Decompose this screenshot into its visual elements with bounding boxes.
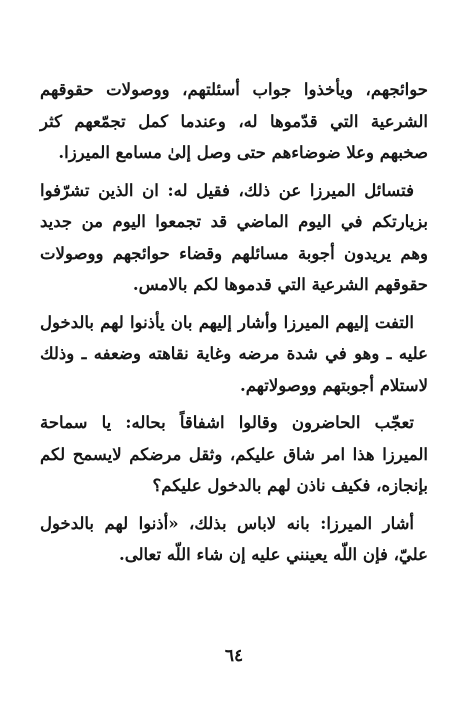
paragraph-5: أشار الميرزا: بانه لاباس بذلك، «أذنوا لهم بالدخول عليّ، فإن اللّه يعينني عليه إن شاء اللّه تعالى. — [40, 513, 428, 564]
paragraph-2: فتسائل الميرزا عن ذلك، فقيل له: ان الذين تشرّفوا بزيارتكم في اليوم الماضي قد تجمعوا اليوم من جديد وهم يريدون أجوبة مسائلهم وقضاء حوائجهم ووصولات حقوقهم الشرعية التي قدموها لكم بالامس. — [40, 180, 428, 294]
page-number: ٦٤ — [224, 646, 244, 666]
paragraph-4: تعجّب الحاضرون وقالوا اشفاقاً بحاله: يا سماحة الميرزا هذا امر شاق عليكم، وثقل مرضكم لايسمح لكم بإنجازه، فكيف ناذن لهم بالدخول عليكم؟ — [40, 413, 428, 495]
paragraph-1: حوائجهم، ويأخذوا جواب أسئلتهم، ووصولات حقوقهم الشرعية التي قدّموها له، وعندما كمل تجمّعهم كثر صخبهم وعلا ضوضاءهم حتى وصل إلىٰ مسامع الميرزا. — [40, 80, 428, 162]
page-body-text — [40, 74, 428, 577]
paragraph-3: التفت إليهم الميرزا وأشار إليهم بان يأذنوا لهم بالدخول عليه ـ وهو في شدة مرضه وغاية نقاهته وضعفه ـ وذلك لاستلام أجوبتهم ووصولاتهم. — [40, 312, 428, 395]
